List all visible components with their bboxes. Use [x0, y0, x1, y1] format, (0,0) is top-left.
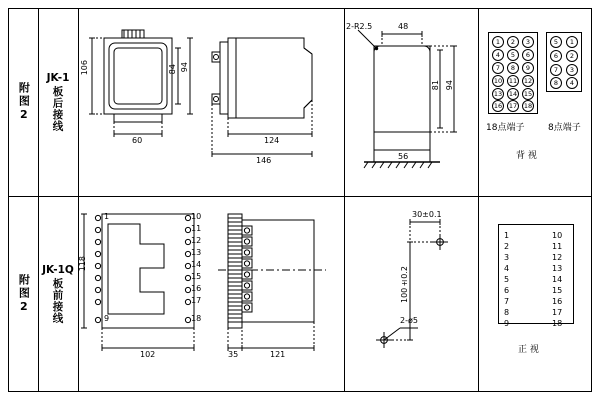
term-num-15: 15: [552, 286, 563, 295]
pin-label-11: 11: [191, 224, 202, 233]
dim-35: 35: [228, 350, 239, 359]
terminal-8blk-3[interactable]: 3: [566, 64, 578, 76]
outline-view-bottom: [78, 196, 344, 392]
terminal-8blk-8[interactable]: 8: [550, 77, 562, 89]
terminal-13[interactable]: 13: [492, 88, 504, 100]
term-num-6: 6: [504, 286, 510, 295]
term-num-10: 10: [552, 231, 563, 240]
cutout-view-top: [344, 8, 478, 196]
terminal-16[interactable]: 16: [492, 100, 504, 112]
term-num-14: 14: [552, 275, 563, 284]
terminal-9[interactable]: 9: [522, 62, 534, 74]
model-name-bottom: JK-1Q: [42, 264, 74, 276]
term-num-8: 8: [504, 308, 510, 317]
dim-94: 94: [180, 62, 189, 73]
terminal-number-block: [498, 224, 574, 324]
term-num-9: 9: [504, 319, 510, 328]
terminal-17[interactable]: 17: [507, 100, 519, 112]
pin-label-1: 1: [104, 212, 110, 221]
mounting-text-top: 板后接线: [51, 86, 64, 132]
term-num-12: 12: [552, 253, 563, 262]
pin-label-10: 10: [191, 212, 202, 221]
terminal-7[interactable]: 7: [492, 62, 504, 74]
terminal-6[interactable]: 6: [522, 49, 534, 61]
term-num-1: 1: [504, 231, 510, 240]
terminal-view-top: [478, 8, 592, 196]
dim-30pm01: 30±0.1: [412, 210, 442, 219]
term-num-17: 17: [552, 308, 563, 317]
pin-label-16: 16: [191, 284, 202, 293]
terminal-right-numbers: [552, 230, 562, 329]
dim-121: 121: [270, 350, 286, 359]
term-num-3: 3: [504, 253, 510, 262]
outline-view-top-svg: [78, 8, 344, 196]
pin-label-18: 18: [191, 314, 202, 323]
caption-front-view: 正 视: [518, 345, 539, 355]
terminal-12[interactable]: 12: [522, 75, 534, 87]
terminal-8blk-2[interactable]: 2: [566, 50, 578, 62]
term-num-16: 16: [552, 297, 563, 306]
terminal-8blk-1[interactable]: 1: [566, 36, 578, 48]
terminal-5[interactable]: 5: [507, 49, 519, 61]
dim-2-R2.5: 2-R2.5: [346, 22, 373, 31]
figure-label-bottom: 附图2: [17, 273, 31, 315]
terminal-1[interactable]: 1: [492, 36, 504, 48]
caption-rear-view: 背 视: [516, 151, 537, 161]
terminal-10[interactable]: 10: [492, 75, 504, 87]
pin-label-14: 14: [191, 260, 202, 269]
label-18-terminals: 18点端子: [486, 123, 525, 133]
pin-label-13: 13: [191, 248, 202, 257]
pin-label-9: 9: [104, 314, 110, 323]
dim-48: 48: [398, 22, 409, 31]
model-name-top: JK-1: [46, 72, 70, 84]
figure-label-top: 附图2: [17, 81, 31, 123]
terminal-8blk-5[interactable]: 5: [550, 36, 562, 48]
label-8-terminals: 8点端子: [548, 123, 581, 133]
term-num-4: 4: [504, 264, 510, 273]
dim-56: 56: [398, 152, 409, 161]
term-num-7: 7: [504, 297, 510, 306]
model-cell-top: [38, 8, 78, 196]
outline-view-top: [78, 8, 344, 196]
terminal-8blk-6[interactable]: 6: [550, 50, 562, 62]
terminal-4[interactable]: 4: [492, 49, 504, 61]
drill-view-bottom: [344, 196, 478, 392]
pin-label-12: 12: [191, 236, 202, 245]
dim-100pm02: 100±0.2: [400, 266, 409, 303]
terminal-left-numbers: [504, 230, 509, 329]
dim-94-cutout: 94: [445, 80, 454, 91]
terminal-8blk-7[interactable]: 7: [550, 64, 562, 76]
term-num-2: 2: [504, 242, 510, 251]
term-num-5: 5: [504, 275, 510, 284]
terminal-3[interactable]: 3: [522, 36, 534, 48]
terminal-18[interactable]: 18: [522, 100, 534, 112]
cutout-view-top-svg: [344, 8, 478, 196]
dim-102: 102: [140, 350, 156, 359]
pin-label-17: 17: [191, 296, 202, 305]
dim-81: 81: [431, 80, 440, 91]
term-num-13: 13: [552, 264, 563, 273]
terminal-14[interactable]: 14: [507, 88, 519, 100]
terminal-15[interactable]: 15: [522, 88, 534, 100]
dim-60: 60: [132, 136, 143, 145]
term-num-18: 18: [552, 319, 563, 328]
term-num-11: 11: [552, 242, 563, 251]
dim-2-d5: 2-ø5: [400, 316, 418, 325]
dim-146: 146: [256, 156, 272, 165]
mounting-text-bottom: 板前接线: [51, 278, 64, 324]
terminal-11[interactable]: 11: [507, 75, 519, 87]
dim-106: 106: [80, 60, 89, 76]
pin-label-15: 15: [191, 272, 202, 281]
dim-124: 124: [264, 136, 280, 145]
dim-118: 118: [78, 256, 87, 272]
terminal-8[interactable]: 8: [507, 62, 519, 74]
drill-view-bottom-svg: [344, 196, 478, 392]
dim-84: 84: [168, 64, 177, 75]
outline-view-bottom-svg: [78, 196, 344, 392]
terminal-view-bottom: [478, 196, 592, 392]
terminal-2[interactable]: 2: [507, 36, 519, 48]
terminal-8blk-4[interactable]: 4: [566, 77, 578, 89]
model-cell-bottom: [38, 196, 78, 392]
